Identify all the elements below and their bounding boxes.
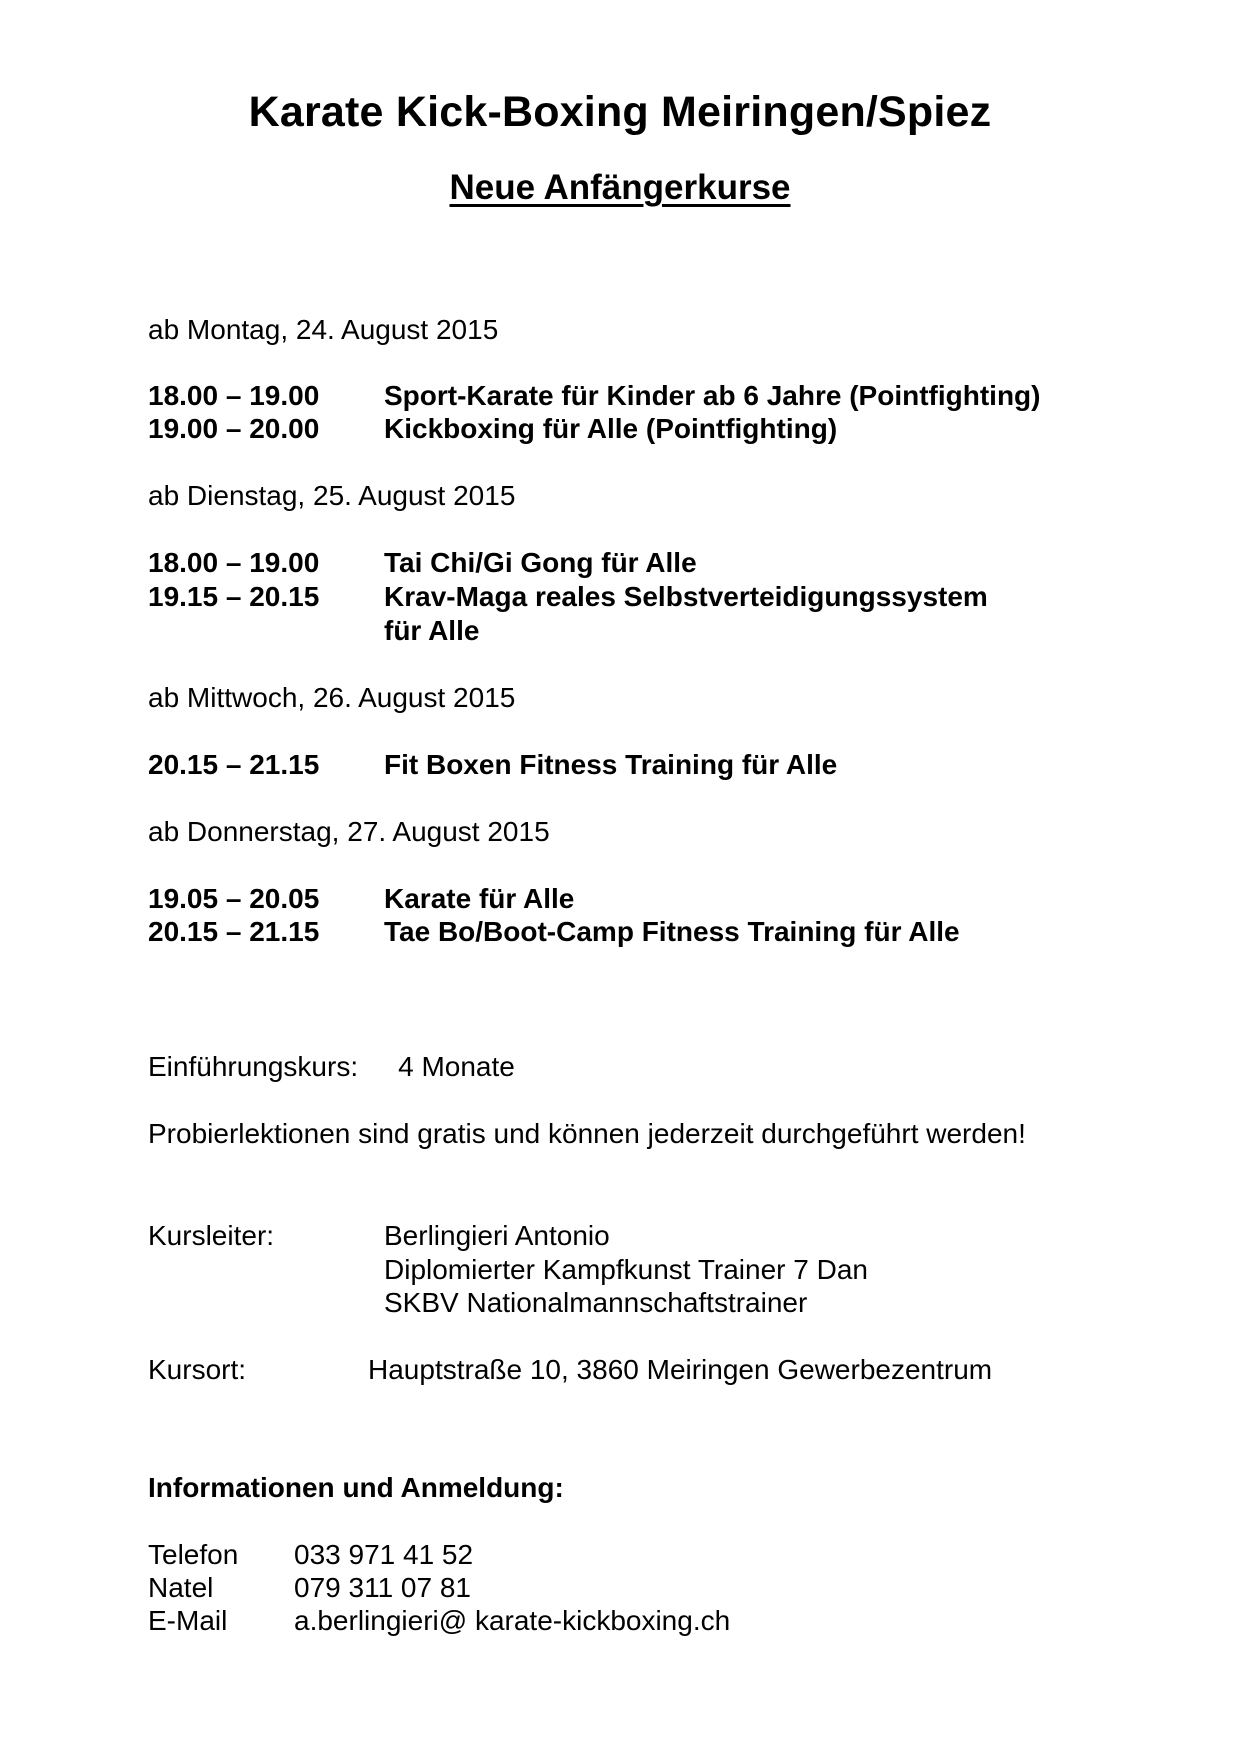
session-time: 20.15 – 21.15 xyxy=(148,916,320,947)
session-row xyxy=(148,915,960,949)
session-course: Fit Boxen Fitness Training für Alle xyxy=(384,749,838,780)
session-row xyxy=(148,882,574,916)
contact-label: Telefon xyxy=(148,1539,239,1570)
contact-row-phone xyxy=(148,1538,473,1572)
location-label: Kursort: xyxy=(148,1354,247,1385)
session-course: Kickboxing für Alle (Pointfighting) xyxy=(384,413,838,444)
contact-mobile: 079 311 07 81 xyxy=(294,1572,471,1603)
session-course: Tae Bo/Boot-Camp Fitness Training für Alle xyxy=(384,916,960,947)
session-row xyxy=(148,580,988,614)
contact-heading: Informationen und Anmeldung: xyxy=(148,1472,564,1503)
intro-course-label: Einführungskurs: xyxy=(148,1051,359,1082)
session-time: 18.00 – 19.00 xyxy=(148,547,320,578)
session-time: 18.00 – 19.00 xyxy=(148,380,320,411)
contact-label: E-Mail xyxy=(148,1605,228,1636)
session-course: Sport-Karate für Kinder ab 6 Jahre (Pointfighting) xyxy=(384,380,1041,411)
contact-phone: 033 971 41 52 xyxy=(294,1539,474,1570)
instructor-role: SKBV Nationalmannschaftstrainer xyxy=(384,1287,808,1318)
contact-row-email xyxy=(148,1604,730,1638)
schedule-day-wednesday: ab Mittwoch, 26. August 2015 xyxy=(148,682,516,713)
intro-course-row xyxy=(148,1050,515,1084)
session-time: 19.05 – 20.05 xyxy=(148,883,320,914)
session-row xyxy=(148,748,837,782)
session-time: 20.15 – 21.15 xyxy=(148,749,320,780)
page-subtitle: Neue Anfängerkurse xyxy=(449,168,791,207)
location-row xyxy=(148,1353,992,1387)
session-course-continuation: für Alle xyxy=(384,615,480,646)
instructor-qualification: Diplomierter Kampfkunst Trainer 7 Dan xyxy=(384,1254,868,1285)
session-course: Tai Chi/Gi Gong für Alle xyxy=(384,547,697,578)
session-course: Krav-Maga reales Selbstverteidigungssystem xyxy=(384,581,988,612)
trial-note: Probierlektionen sind gratis und können jederzeit durchgeführt werden! xyxy=(148,1118,1026,1149)
intro-course-value: 4 Monate xyxy=(398,1051,515,1082)
contact-row-mobile xyxy=(148,1571,471,1605)
session-row xyxy=(148,546,697,580)
schedule-day-monday: ab Montag, 24. August 2015 xyxy=(148,314,499,345)
location-value: Hauptstraße 10, 3860 Meiringen Gewerbezentrum xyxy=(368,1354,993,1385)
schedule-day-tuesday: ab Dienstag, 25. August 2015 xyxy=(148,480,516,511)
session-time: 19.15 – 20.15 xyxy=(148,581,320,612)
page-title: Karate Kick-Boxing Meiringen/Spiez xyxy=(248,88,992,136)
contact-label: Natel xyxy=(148,1572,214,1603)
session-time: 19.00 – 20.00 xyxy=(148,413,320,444)
session-row xyxy=(148,412,837,446)
session-row xyxy=(148,379,1040,413)
session-course: Karate für Alle xyxy=(384,883,575,914)
instructor-row xyxy=(148,1219,610,1253)
contact-email: a.berlingieri@ karate-kickboxing.ch xyxy=(294,1605,731,1636)
instructor-label: Kursleiter: xyxy=(148,1220,275,1251)
schedule-day-thursday: ab Donnerstag, 27. August 2015 xyxy=(148,816,550,847)
instructor-name: Berlingieri Antonio xyxy=(384,1220,610,1251)
